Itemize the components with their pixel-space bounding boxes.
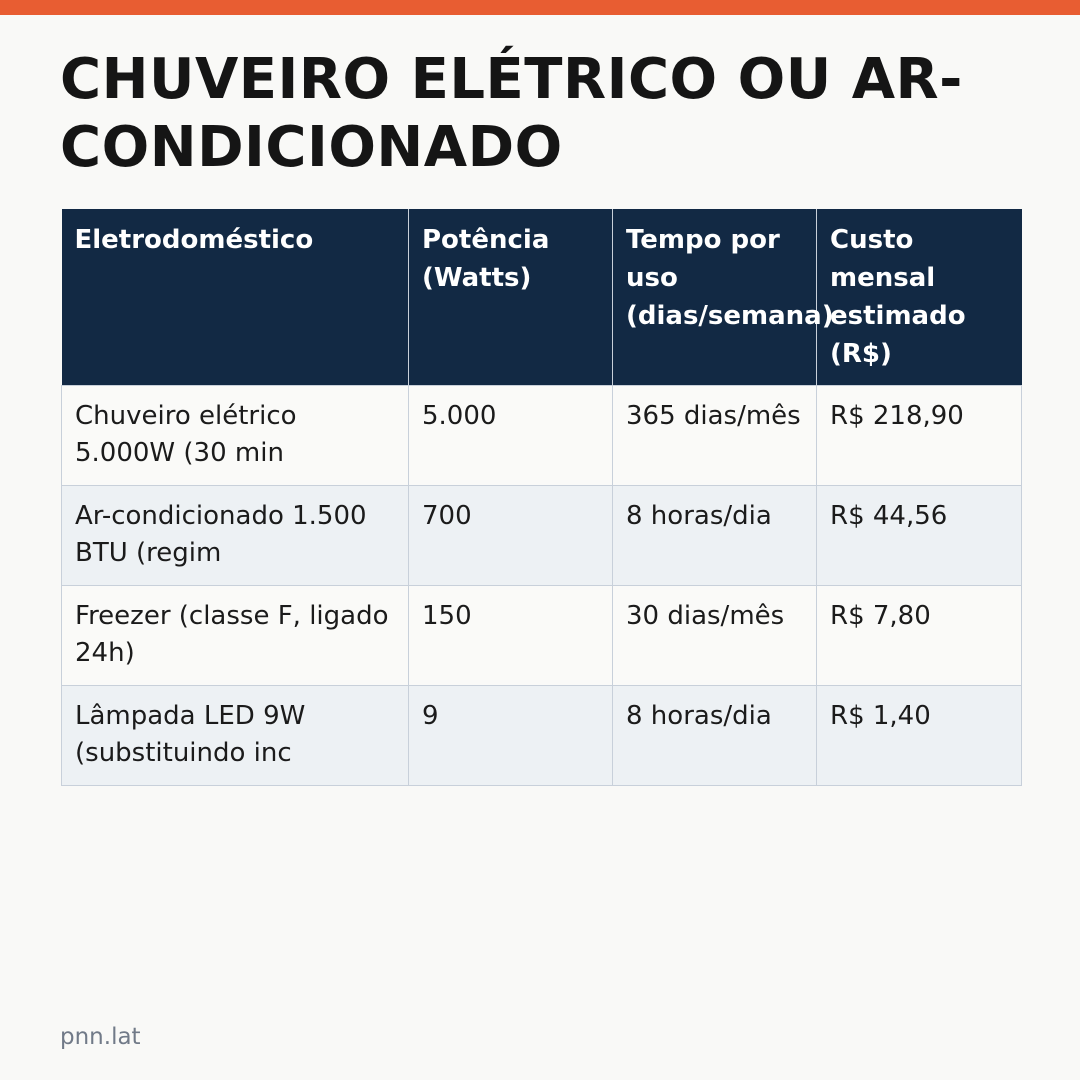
cell-power: 700 — [409, 486, 613, 586]
cell-power: 9 — [409, 686, 613, 786]
header-potencia: Potência (Watts) — [409, 209, 613, 386]
cell-cost: R$ 218,90 — [817, 386, 1022, 486]
cell-appliance: Chuveiro elétrico 5.000W (30 min — [62, 386, 409, 486]
table-row — [62, 386, 1022, 486]
cell-appliance: Freezer (classe F, ligado 24h) — [62, 586, 409, 686]
cell-time: 30 dias/mês — [613, 586, 817, 686]
table-row — [62, 486, 1022, 586]
top-accent-bar — [0, 0, 1080, 15]
cell-time: 365 dias/mês — [613, 386, 817, 486]
cell-power: 150 — [409, 586, 613, 686]
cell-appliance: Lâmpada LED 9W (substituindo inc — [62, 686, 409, 786]
table-row — [62, 686, 1022, 786]
cell-cost: R$ 7,80 — [817, 586, 1022, 686]
cell-appliance: Ar-condicionado 1.500 BTU (regim — [62, 486, 409, 586]
comparison-table — [61, 209, 1022, 786]
page-title: CHUVEIRO ELÉTRICO OU AR-CONDICIONADO — [60, 47, 963, 180]
header-custo-mensal: Custo mensal estimado (R$) — [817, 209, 1022, 386]
cell-cost: R$ 44,56 — [817, 486, 1022, 586]
cell-time: 8 horas/dia — [613, 486, 817, 586]
footer-site-label: pnn.lat — [60, 1024, 141, 1050]
table-row — [62, 586, 1022, 686]
cell-time: 8 horas/dia — [613, 686, 817, 786]
cell-power: 5.000 — [409, 386, 613, 486]
cell-cost: R$ 1,40 — [817, 686, 1022, 786]
header-eletrodomestico: Eletrodoméstico — [62, 209, 409, 386]
header-tempo-por-uso: Tempo por uso (dias/semana) — [613, 209, 817, 386]
table-header-row — [62, 209, 1022, 386]
